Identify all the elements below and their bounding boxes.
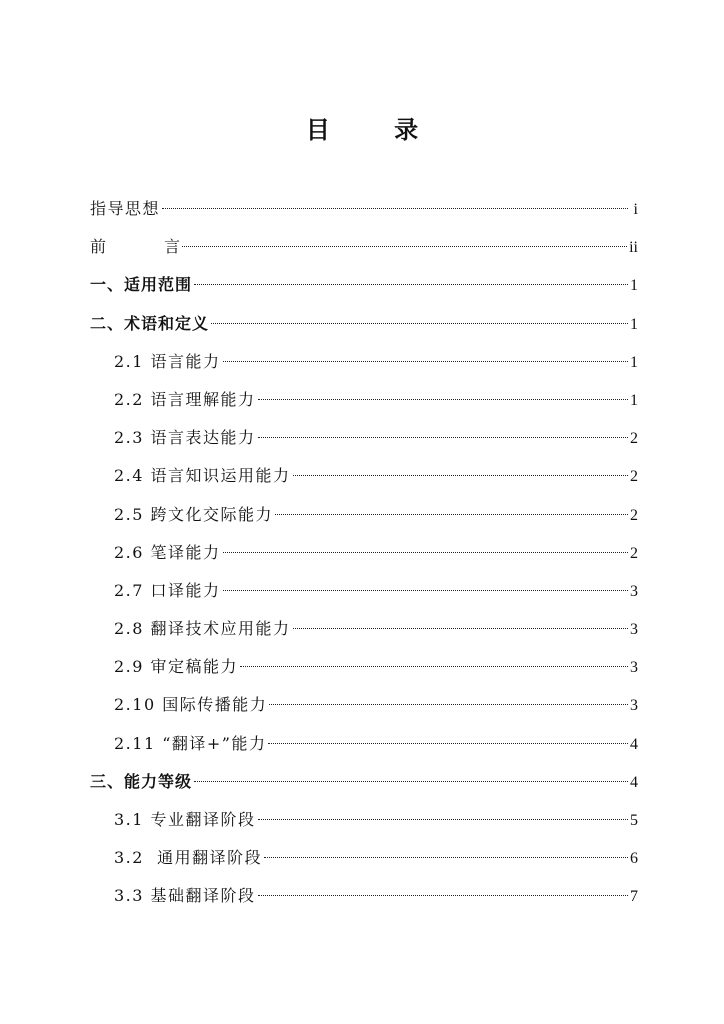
- toc-page-number: 3: [630, 697, 638, 715]
- toc-page-number: 2: [630, 468, 638, 486]
- toc-entry-label: 2.8 翻译技术应用能力: [114, 619, 291, 639]
- dot-leader: [258, 437, 628, 438]
- toc-entry-label: 三、能力等级: [90, 771, 193, 791]
- toc-entry-guiding-ideology[interactable]: [90, 190, 638, 228]
- toc-page-number: 3: [630, 582, 638, 600]
- dot-leader: [240, 666, 628, 667]
- toc-entry-label: 2.1 语言能力: [114, 351, 221, 371]
- toc-entry-label: 指导思想: [90, 199, 161, 218]
- toc-entry-2-8[interactable]: [90, 610, 638, 648]
- toc-entry-competence-levels[interactable]: [90, 763, 638, 801]
- toc-page-number: 2: [630, 430, 638, 448]
- toc-page-number: 5: [630, 812, 638, 829]
- toc-entry-label: 一、适用范围: [90, 275, 193, 295]
- toc-entry-label: 3.2 通用翻译阶段: [114, 848, 263, 868]
- toc-page-number: 7: [630, 888, 638, 906]
- toc-entry-2-2[interactable]: [90, 381, 638, 419]
- table-of-contents: [90, 190, 638, 916]
- toc-entry-3-1[interactable]: [90, 801, 638, 839]
- toc-page-number: 1: [630, 315, 638, 333]
- toc-entry-2-4[interactable]: [90, 457, 638, 495]
- toc-entry-2-11[interactable]: [90, 725, 638, 763]
- toc-entry-label: 2.6 笔译能力: [114, 542, 221, 562]
- dot-leader: [258, 819, 628, 820]
- toc-entry-2-7[interactable]: [90, 572, 638, 610]
- toc-page-number: 3: [630, 621, 638, 639]
- toc-entry-label: 2.4 语言知识运用能力: [114, 466, 291, 486]
- toc-page-number: 1: [630, 391, 638, 409]
- toc-entry-label: 2.10 国际传播能力: [114, 695, 268, 715]
- page-title: 目 录: [305, 116, 447, 144]
- toc-page-number: 2: [630, 506, 638, 524]
- toc-entry-label: 2.11 “翻译+”能力: [114, 733, 267, 753]
- toc-entry-scope[interactable]: [90, 266, 638, 304]
- toc-page-number: 1: [630, 353, 638, 371]
- toc-entry-2-5[interactable]: [90, 496, 638, 534]
- toc-entry-label: 2.2 语言理解能力: [114, 389, 256, 409]
- dot-leader: [268, 743, 628, 744]
- dot-leader: [194, 781, 628, 782]
- toc-entry-2-6[interactable]: [90, 534, 638, 572]
- toc-page-number: ii: [629, 239, 638, 257]
- toc-entry-label: 2.3 语言表达能力: [114, 428, 256, 448]
- toc-entry-label-part: 前: [90, 237, 107, 257]
- toc-page-number: 3: [630, 659, 638, 677]
- toc-page-number: i: [633, 201, 638, 218]
- toc-entry-label: 2.5 跨文化交际能力: [114, 504, 274, 524]
- toc-entry-label-part: 言: [164, 237, 181, 257]
- dot-leader: [258, 895, 628, 896]
- dot-leader: [293, 475, 628, 476]
- toc-page-number: 2: [630, 544, 638, 562]
- dot-leader: [269, 704, 628, 705]
- dot-leader: [211, 323, 628, 324]
- toc-page-number: 4: [630, 735, 638, 753]
- toc-entry-terms-definitions[interactable]: [90, 305, 638, 343]
- dot-leader: [258, 399, 628, 400]
- toc-page-number: 4: [630, 773, 638, 791]
- toc-entry-3-3[interactable]: [90, 877, 638, 915]
- toc-entry-label: [90, 228, 180, 266]
- toc-entry-label: 2.9 审定稿能力: [114, 657, 239, 677]
- toc-entry-label: 3.1 专业翻译阶段: [114, 810, 256, 829]
- dot-leader: [293, 628, 628, 629]
- toc-entry-label: 3.3 基础翻译阶段: [114, 886, 256, 906]
- toc-entry-label: 2.7 口译能力: [114, 580, 221, 600]
- toc-page-number: 6: [630, 850, 638, 868]
- dot-leader: [182, 246, 627, 247]
- dot-leader: [223, 590, 628, 591]
- dot-leader: [194, 284, 628, 285]
- toc-page-number: 1: [630, 277, 638, 295]
- toc-entry-2-9[interactable]: [90, 648, 638, 686]
- toc-entry-3-2[interactable]: [90, 839, 638, 877]
- toc-entry-preface[interactable]: [90, 228, 638, 266]
- dot-leader: [264, 857, 628, 858]
- toc-entry-2-3[interactable]: [90, 419, 638, 457]
- dot-leader: [223, 361, 628, 362]
- toc-entry-2-10[interactable]: [90, 686, 638, 724]
- toc-entry-label: 二、术语和定义: [90, 313, 210, 333]
- dot-leader: [223, 552, 628, 553]
- dot-leader: [162, 208, 628, 209]
- dot-leader: [275, 514, 628, 515]
- toc-entry-2-1[interactable]: [90, 343, 638, 381]
